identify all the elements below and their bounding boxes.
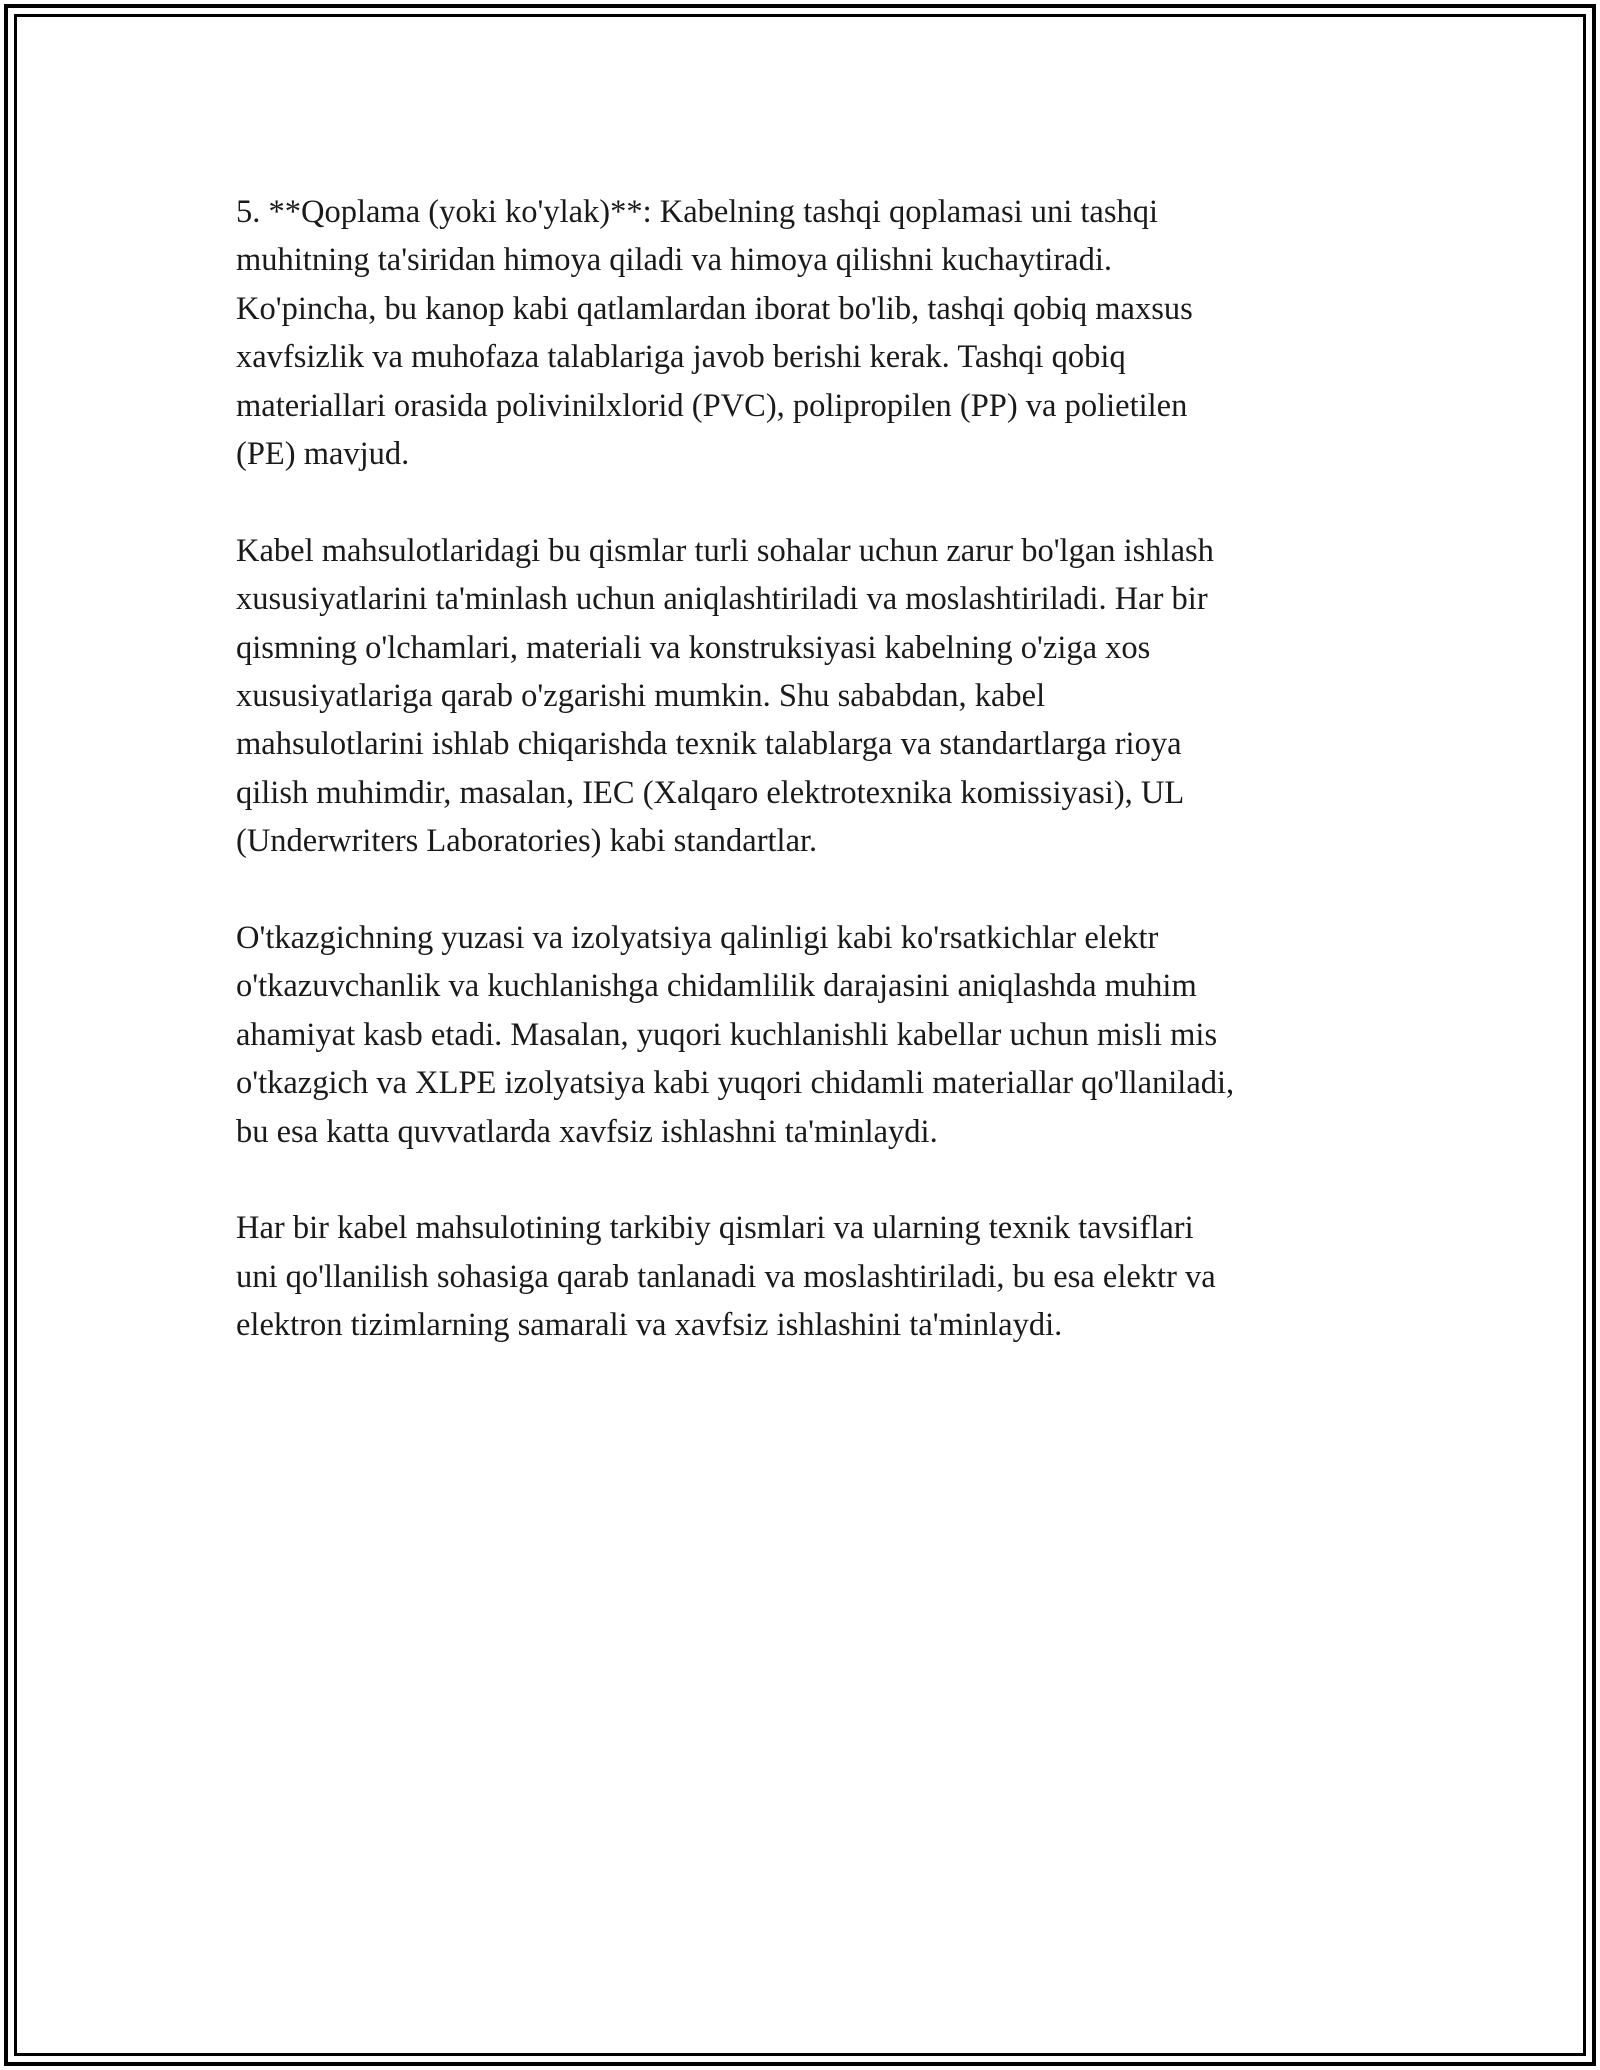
- text-line: muhitning ta'siridan himoya qiladi va himoya qilishni kuchaytiradi.: [236, 242, 1112, 279]
- text-line: O'tkazgichning yuzasi va izolyatsiya qalinligi kabi ko'rsatkichlar elektr: [236, 920, 1159, 957]
- text-line: Kabel mahsulotlaridagi bu qismlar turli sohalar uchun zarur bo'lgan ishlash: [236, 532, 1214, 569]
- text-line: xususiyatlarini ta'minlash uchun aniqlashtiriladi va moslashtiriladi. Har bir: [236, 581, 1208, 618]
- paragraph-standards: [236, 527, 1376, 866]
- text-line: o'tkazuvchanlik va kuchlanishga chidamlilik darajasini aniqlashda muhim: [236, 968, 1197, 1005]
- text-line: xususiyatlariga qarab o'zgarishi mumkin. Shu sababdan, kabel: [236, 678, 1046, 715]
- text-line: (Underwriters Laboratories) kabi standartlar.: [236, 823, 818, 860]
- text-line: Har bir kabel mahsulotining tarkibiy qismlari va ularning texnik tavsiflari: [236, 1210, 1194, 1247]
- text-line: elektron tizimlarning samarali va xavfsiz ishlashini ta'minlaydi.: [236, 1307, 1063, 1344]
- text-line: (PE) mavjud.: [236, 436, 410, 473]
- text-line: qilish muhimdir, masalan, IEC (Xalqaro elektrotexnika komissiyasi), UL: [236, 774, 1185, 811]
- paragraph-coating: [236, 188, 1376, 478]
- text-line: materiallari orasida polivinilxlorid (PVC), polipropilen (PP) va polietilen: [236, 387, 1188, 424]
- document-body: [236, 188, 1376, 1398]
- paragraph-conductivity: [236, 914, 1376, 1156]
- text-line: Ko'pincha, bu kanop kabi qatlamlardan iborat bo'lib, tashqi qobiq maxsus: [236, 290, 1193, 327]
- text-line: qismning o'lchamlari, materiali va konstruksiyasi kabelning o'ziga xos: [236, 629, 1151, 666]
- text-line: uni qo'llanilish sohasiga qarab tanlanadi va moslashtiriladi, bu esa elektr va: [236, 1258, 1216, 1295]
- text-line: xavfsizlik va muhofaza talablariga javob berishi kerak. Tashqi qobiq: [236, 339, 1126, 376]
- paragraph-components: [236, 1204, 1376, 1349]
- text-line: ahamiyat kasb etadi. Masalan, yuqori kuchlanishli kabellar uchun misli mis: [236, 1016, 1218, 1053]
- text-line: mahsulotlarini ishlab chiqarishda texnik talablarga va standartlarga rioya: [236, 726, 1182, 763]
- text-line: bu esa katta quvvatlarda xavfsiz ishlashni ta'minlaydi.: [236, 1113, 938, 1150]
- text-line: 5. **Qoplama (yoki ko'ylak)**: Kabelning tashqi qoplamasi uni tashqi: [236, 194, 1159, 230]
- text-line: o'tkazgich va XLPE izolyatsiya kabi yuqori chidamli materiallar qo'llaniladi,: [236, 1065, 1235, 1102]
